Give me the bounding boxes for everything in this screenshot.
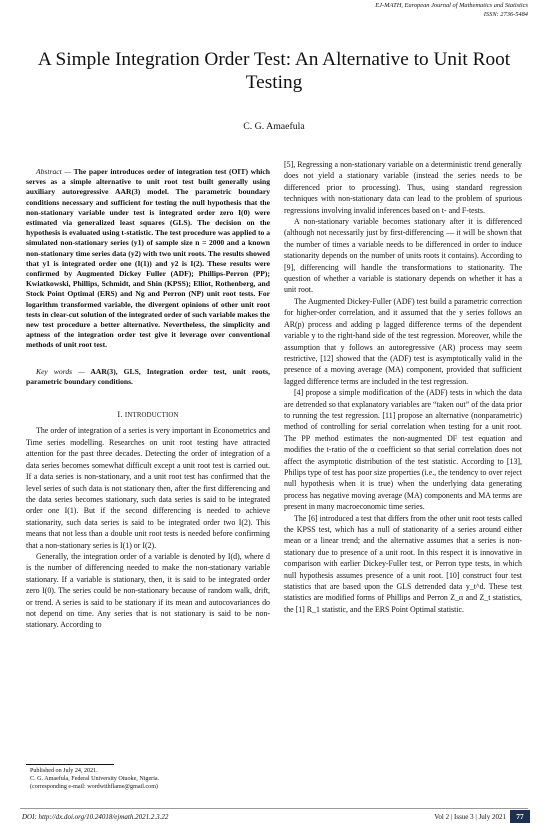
keywords-label: Key words —: [36, 366, 85, 376]
paragraph: A non-stationary variable becomes stationary after it is differenced (although not necessarily just by first-differencing — it will be shown that the number of times a variable needs to be differenced in order to induce stationarity depends on the number of units roots it contains). According to [9], differencing will handle the transformations to stationarity. The question of whether a variable is stationary depends on whether it has a unit root.: [284, 217, 522, 295]
issue-info: Vol 2 | Issue 3 | July 2021: [434, 813, 506, 821]
paragraph: The [6] introduced a test that differs from the other unit root tests called the KPSS test, which has a null of stationarity of a series around either mean or a linear trend; and the alternative assumes that a series is non-stationary due to presence of a unit root. In this respect it is innovative in comparison with earlier Dickey-Fuller test, or Perron type tests, in which null hypothesis assumes presence of a unit root. [10] construct four test statistics that are based upon the GLS detrended data y_t^d. These test statistics are modified forms of Phillips and Perron Z_α and Z_t statistics, the [1] R_1 statistic, and the ERS Point Optimal statistic.: [284, 513, 522, 614]
abstract: [26, 167, 270, 351]
keywords-text: AAR(3), GLS, Integration order test, unit roots, parametric boundary conditions.: [26, 366, 270, 386]
journal-issn: ISSN: 2736-5484: [483, 10, 528, 18]
footnote-divider: [26, 764, 114, 765]
doi-link[interactable]: DOI: http://dx.doi.org/10.24018/ejmath.2021.2.3.22: [22, 813, 169, 821]
footnote-published: Published on July 24, 2021.: [30, 768, 98, 774]
paragraph: The Augmented Dickey-Fuller (ADF) test build a parametric correction for higher-order correlation, and it assumed that the y series follows an AR(p) process and adding p lagged difference terms of the dependent variable y to the right-hand side of the test regression. Moreover, while the assumption that y follows an autoregressive (AR) process may seem restrictive, [12] showed that the (ADF) test is asymptotically valid in the presence of a moving average (MA) component, provided that sufficient lagged difference terms are included in the test regression.: [284, 296, 522, 386]
footnotes: [30, 768, 270, 792]
left-column: [26, 167, 270, 631]
section-numeral: I.: [117, 410, 123, 420]
paper-title: A Simple Integration Order Test: An Alternative to Unit Root Testing: [37, 49, 511, 93]
paragraph: Generally, the integration order of a variable is denoted by I(d), where d is the number of differencing needed to make the non-stationary variable stationary. If a variable is stationary, then, it is said to be integrated order zero I(0). The series could be non-stationary because of random walk, drift, or trend. A series is said to be stationary if its mean and autocovariances do not depend on time. Any series that is not stationary is said to be non-stationary. According to: [26, 551, 270, 630]
paragraph: [5], Regressing a non-stationary variable on a deterministic trend generally does not yield a stationary variable (instead the series needs to be differenced prior to processing). Thus, using standard regression techniques with non-stationary data can lead to the problem of spurious regressions involving invalid inferences based on t- and F-tests.: [284, 160, 522, 215]
section-title: INTRODUCTION: [124, 412, 179, 420]
keywords: [26, 367, 270, 387]
footer-divider: [20, 808, 528, 809]
paragraph: [4] propose a simple modification of the (ADF) tests in which the data are detrended so that explanatory variables are “taken out” of the data prior to running the test regression. [11] propose an alternative (nonparametric) method of controlling for serial correlation when testing for a unit root. The PP method estimates the non-augmented DF test equation and modifies the t-ratio of the α coefficient so that serial correlation does not affect the asymptotic distribution of the test statistic. According to [13], Philips type of test has poor size properties (i.e., the tendency to over reject null hypothesis when it is true) when the underlying data generating process has negative moving average (MA) components and MA terms are present in many macroeconomic time series.: [284, 388, 522, 512]
paper-author: C. G. Amaefula: [243, 121, 305, 132]
footnote-affiliation: C. G. Amaefula, Federal University Otuoke, Nigeria.: [30, 775, 160, 782]
page-number: 77: [510, 810, 530, 823]
paragraph: The order of integration of a series is very important in Econometrics and Time series modelling. Researches on unit root testing have attracted attention for the past three decades. Detecting the order of integration of a data series becomes somewhat difficult except a unit root test is carried out. If a data series is non-stationary, and a unit root test has confirmed that the level series of such data is not stationary then, after the first differencing and the data series becomes stationary, such data series is said to be integrated order one I(1). But if the second differencing is needed to achieve stationarity, such data series is said to be integrated order two I(2). This means that not less than a double unit root tests is needed before confirming that a non-stationary series is I(1) or I(2).: [26, 426, 270, 550]
journal-name: EJ-MATH, European Journal of Mathematics and Statistics: [375, 2, 528, 9]
section-heading: [26, 409, 270, 421]
journal-header: [375, 2, 528, 19]
abstract-label: Abstract —: [36, 167, 72, 176]
right-column: [284, 159, 522, 615]
footnote-email: (corresponding e-mail: wordwithflame@gmail.com): [30, 783, 158, 790]
abstract-text: The paper introduces order of integration test (OIT) which serves as a simple alternative to unit root test built generally using auxiliary autoregressive AAR(3) model. The parametric boundary conditions necessary and sufficient for testing the null hypothesis that the non-stationary variable under test is integrated order zero I(0) were estimated via generalized least squares (GLS). The decision on the hypothesis is evaluated using t-statistic. The test procedure was applied to a simulated non-stationary series (y1) of sample size n = 2000 and a known non-stationary time series data (y2) with two unit roots. The results showed that y1 is integrated order one (I(1)) and y2 is I(2). These results were confirmed by Augmented Dickey Fuller (ADF); Phillips-Perron (PP); Kwiatkowski, Phillips, Schmidt, and Shin (KPSS); Elliot, Rothenberg, and Stock Point Optimal (ERS) and Ng and Perron (NP) unit root tests. For logarithm transformed variable, the divergent opinions of other unit root tests in clear-cut solution of the integrated order of such variable makes the new test procedure a better alternative. Nevertheless, the simplicity and aptness of the integration order test give it leverage over conventional methods of unit root test.: [26, 167, 271, 350]
